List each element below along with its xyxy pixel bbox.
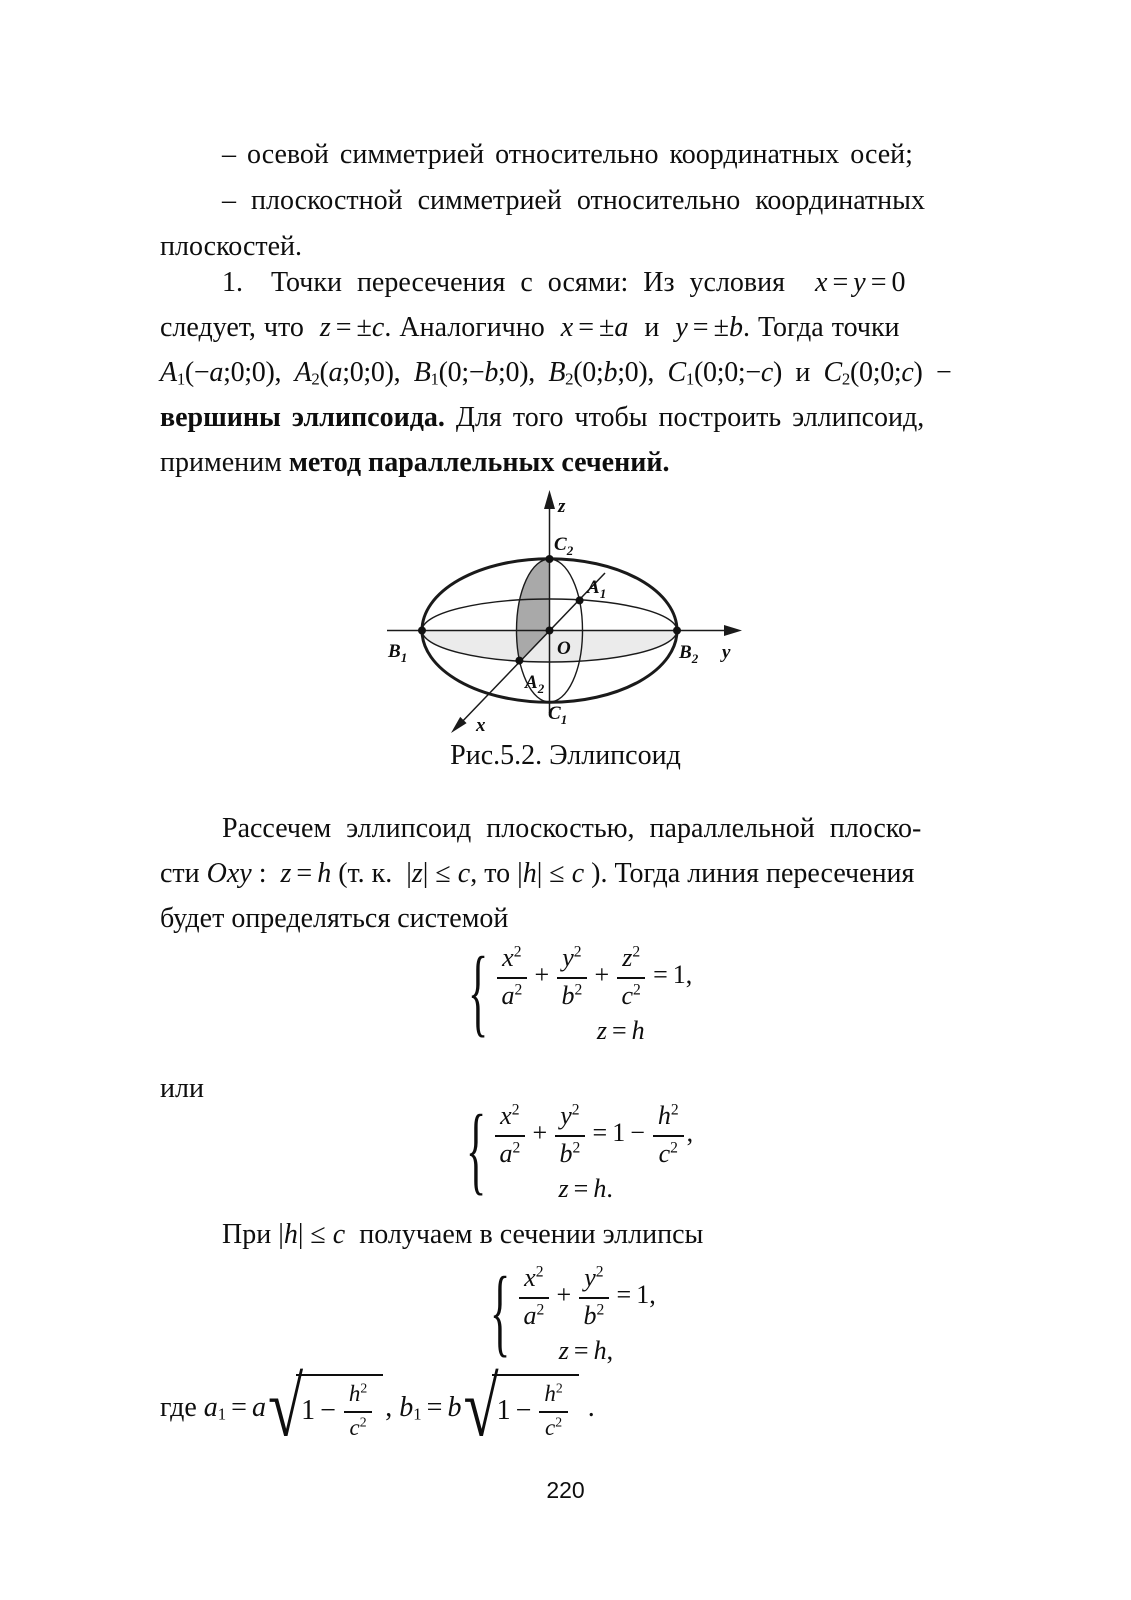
paragraph-line: применим метод параллельных сечений. xyxy=(160,447,670,478)
paragraph-line: или xyxy=(160,1073,204,1104)
point-label-c2: $C_2$ xyxy=(554,534,574,558)
equation-row: $\frac{x^2}{a^2}$ + $\frac{y^2}{b^2}$ = 1 − $\frac{h^2}{c^2}$ , xyxy=(492,1100,693,1170)
axis-label-x: x xyxy=(476,715,486,736)
paragraph-line: вершины эллипсоида. Для того чтобы построить эллипсоид, xyxy=(160,402,925,433)
point-label-a1: $A_1$ xyxy=(587,577,607,601)
system-brace: { xyxy=(490,1259,511,1369)
system-brace: { xyxy=(466,1097,487,1207)
point-dot-b2 xyxy=(673,627,681,635)
equation-row: z = h xyxy=(596,1016,645,1045)
point-label-b1: $B_1$ xyxy=(388,641,408,665)
equation-row: $\frac{x^2}{a^2}$ + $\frac{y^2}{b^2}$ = 1, xyxy=(516,1262,656,1332)
equation-row: $\frac{x^2}{a^2}$ + $\frac{y^2}{b^2}$ + $\frac{z^2}{c^2}$ = 1, xyxy=(494,942,692,1012)
page-number: 220 xyxy=(546,1477,585,1503)
paragraph-line: плоскостей. xyxy=(160,231,303,262)
point-label-b2: $B_2$ xyxy=(679,642,699,666)
y-axis-arrow xyxy=(724,625,742,636)
axis-label-y: y xyxy=(722,642,731,663)
point-dot-a1 xyxy=(576,596,584,604)
equation-row: z = h. xyxy=(558,1174,613,1203)
equation-system-1 xyxy=(468,939,693,1049)
point-dot-a2 xyxy=(515,657,523,665)
equation-system-2 xyxy=(466,1097,694,1207)
paragraph-line: – осевой симметрией относительно координатных осей; xyxy=(222,139,913,170)
point-dot-b1 xyxy=(418,627,426,635)
z-axis-arrow xyxy=(544,490,555,509)
figure-ellipsoid xyxy=(330,470,810,755)
ellipsoid-diagram xyxy=(330,470,810,750)
paragraph-line: 1. Точки пересечения с осями: Из условия x = y = 0 xyxy=(222,267,906,298)
figure-caption: Рис.5.2. Эллипсоид xyxy=(450,740,681,771)
paragraph-line: Рассечем эллипсоид плоскостью, параллельной плоско- xyxy=(222,813,922,844)
equation-system-3 xyxy=(490,1259,656,1369)
equation-row: z = h, xyxy=(558,1336,614,1365)
system-brace: { xyxy=(468,939,489,1049)
paragraph-line: будет определяться системой xyxy=(160,903,509,934)
paragraph-line: следует, что z = ±c. Аналогично x = ±a и y = ±b. Тогда точки xyxy=(160,312,900,343)
point-dot-o xyxy=(546,627,554,635)
point-dot-c2 xyxy=(546,555,554,563)
where-definition-line: где $a_1$ = a √ 1 − $\frac{h^2}{c^2}$ , $b_1$ = b √ 1 − $\frac{h^2}{c^2}$ . xyxy=(160,1360,595,1455)
paragraph-line: сти Oxy : z = h (т. к. |z| ≤ c, то |h| ≤ c ). Тогда линия пересечения xyxy=(160,858,915,889)
point-label-o: O xyxy=(557,638,571,659)
paragraph-line: $A_1(-a;0;0)$, $A_2(a;0;0)$, $B_1(0;-b;0)$, $B_2(0;b;0)$, $C_1(0;0;-c)$ и $C_2(0;0;c)$ − xyxy=(160,357,952,389)
point-label-a2: $A_2$ xyxy=(525,672,545,696)
paragraph-line: При |h| ≤ c получаем в сечении эллипсы xyxy=(222,1219,704,1250)
paragraph-line: – плоскостной симметрией относительно координатных xyxy=(222,185,925,216)
point-label-c1: $C_1$ xyxy=(548,703,568,727)
axis-label-z: z xyxy=(558,496,566,517)
